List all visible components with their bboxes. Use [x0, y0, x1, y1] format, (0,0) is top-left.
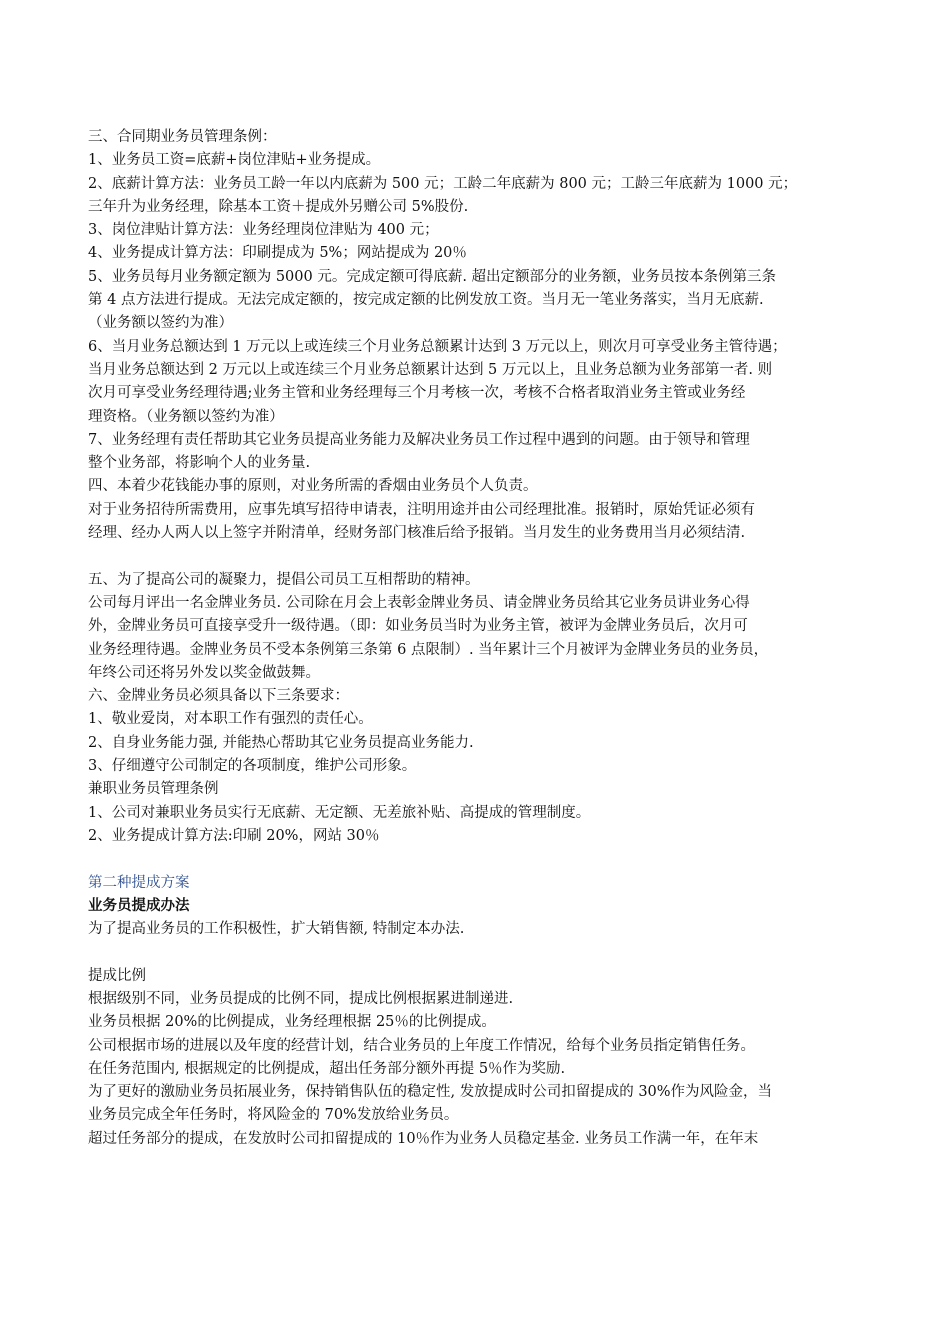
- text-line: 公司根据市场的进展以及年度的经营计划，结合业务员的上年度工作情况，给每个业务员指定销售任务。: [88, 1037, 755, 1054]
- text-line: 2、业务提成计算方法:印刷 20%，网站 30％: [88, 827, 380, 844]
- text-line: 三年升为业务经理，除基本工资＋提成外另赠公司 5%股份.: [88, 198, 469, 215]
- text-line: 1、业务员工资=底薪+岗位津贴+业务提成。: [88, 152, 381, 169]
- text-line: 1、敬业爱岗，对本职工作有强烈的责任心。: [88, 711, 373, 728]
- text-line: 兼职业务员管理条例: [88, 781, 219, 798]
- text-line: 次月可享受业务经理待遇;业务主管和业务经理每三个月考核一次，考核不合格者取消业务主管或业务经: [88, 385, 746, 402]
- text-line: 提成比例: [88, 967, 146, 984]
- text-line: 1、公司对兼职业务员实行无底薪、无定额、无差旅补贴、高提成的管理制度。: [88, 804, 591, 821]
- blank-line: [88, 545, 888, 568]
- text-line: 3、仔细遵守公司制定的各项制度，维护公司形象。: [88, 758, 417, 775]
- text-line: 四、本着少花钱能办事的原则，对业务所需的香烟由业务员个人负责。: [88, 478, 538, 495]
- text-line: 7、业务经理有责任帮助其它业务员提高业务能力及解决业务员工作过程中遇到的问题。由于领导和管理: [88, 431, 750, 448]
- text-line: （业务额以签约为准）: [88, 315, 233, 332]
- section-gold-salesman: [88, 569, 888, 849]
- text-line: 业务经理待遇。金牌业务员不受本条例第三条第 6 点限制）. 当年累计三个月被评为金牌业务员的业务员，: [88, 641, 769, 658]
- text-line: 5、业务员每月业务额定额为 5000 元。完成定额可得底薪. 超出定额部分的业务额，业务员按本条例第三条: [88, 268, 777, 285]
- text-line: 六、金牌业务员必须具备以下三条要求：: [88, 688, 349, 705]
- text-line: 4、业务提成计算方法：印刷提成为 5%；网站提成为 20％: [88, 245, 467, 262]
- text-line: 五、为了提高公司的凝聚力，提倡公司员工互相帮助的精神。: [88, 571, 480, 588]
- text-line: 第 4 点方法进行提成。无法完成定额的，按完成定额的比例发放工资。当月无一笔业务落实，当月无底薪.: [88, 292, 764, 309]
- section-commission-ratio: [88, 965, 888, 1151]
- text-line: 三、合同期业务员管理条例：: [88, 129, 277, 145]
- text-line: 业务员根据 20%的比例提成，业务经理根据 25％的比例提成。: [88, 1014, 496, 1031]
- text-line: 外，金牌业务员可直接享受升一级待遇。（即：如业务员当时为业务主管，被评为金牌业务员后，次月可: [88, 618, 748, 635]
- text-line: 当月业务总额达到 2 万元以上或连续三个月业务总额累计达到 5 万元以上，且业务总额为业务部第一者. 则: [88, 361, 773, 378]
- blank-line: [88, 848, 888, 871]
- text-line: 3、岗位津贴计算方法：业务经理岗位津贴为 400 元；: [88, 222, 439, 239]
- blank-line: [88, 941, 888, 964]
- text-line: 超过任务部分的提成，在发放时公司扣留提成的 10％作为业务人员稳定基金. 业务员工作满一年，在年末: [88, 1130, 759, 1147]
- text-line: 2、自身业务能力强, 并能热心帮助其它业务员提高业务能力.: [88, 734, 474, 751]
- text-line: 为了更好的激励业务员拓展业务，保持销售队伍的稳定性, 发放提成时公司扣留提成的 30%作为风险金，当: [88, 1084, 773, 1101]
- title-commission-method: 业务员提成办法: [88, 897, 190, 914]
- text-line: 理资格。（业务额以签约为准）: [88, 408, 284, 425]
- text-line: 6、当月业务总额达到 1 万元以上或连续三个月业务总额累计达到 3 万元以上，则次月可享受业务主管待遇；: [88, 338, 787, 355]
- text-line: 在任务范围内, 根据规定的比例提成，超出任务部分额外再提 5％作为奖励.: [88, 1060, 566, 1077]
- text-line: 业务员完成全年任务时，将风险金的 70%发放给业务员。: [88, 1107, 459, 1124]
- heading-second-scheme: 第二种提成方案: [88, 874, 190, 891]
- text-line: 经理、经办人两人以上签字并附清单，经财务部门核准后给予报销。当月发生的业务费用当月必须结清.: [88, 525, 746, 542]
- text-line: 年终公司还将另外发以奖金做鼓舞。: [88, 664, 320, 681]
- text-line: 根据级别不同，业务员提成的比例不同，提成比例根据累进制递进.: [88, 990, 514, 1007]
- text-line: 整个业务部，将影响个人的业务量.: [88, 455, 311, 472]
- intro-paragraph: 为了提高业务员的工作积极性，扩大销售额, 特制定本办法.: [88, 921, 465, 938]
- text-line: 2、底薪计算方法：业务员工龄一年以内底薪为 500 元；工龄二年底薪为 800 元；工龄三年底薪为 1000 元；: [88, 175, 798, 192]
- text-line: 公司每月评出一名金牌业务员. 公司除在月会上表彰金牌业务员、请金牌业务员给其它业务员讲业务心得: [88, 594, 750, 611]
- document-body: [88, 126, 888, 1151]
- section-contract-rules: [88, 126, 888, 545]
- text-line: 对于业务招待所需费用，应事先填写招待申请表，注明用途并由公司经理批准。报销时，原始凭证必须有: [88, 501, 755, 518]
